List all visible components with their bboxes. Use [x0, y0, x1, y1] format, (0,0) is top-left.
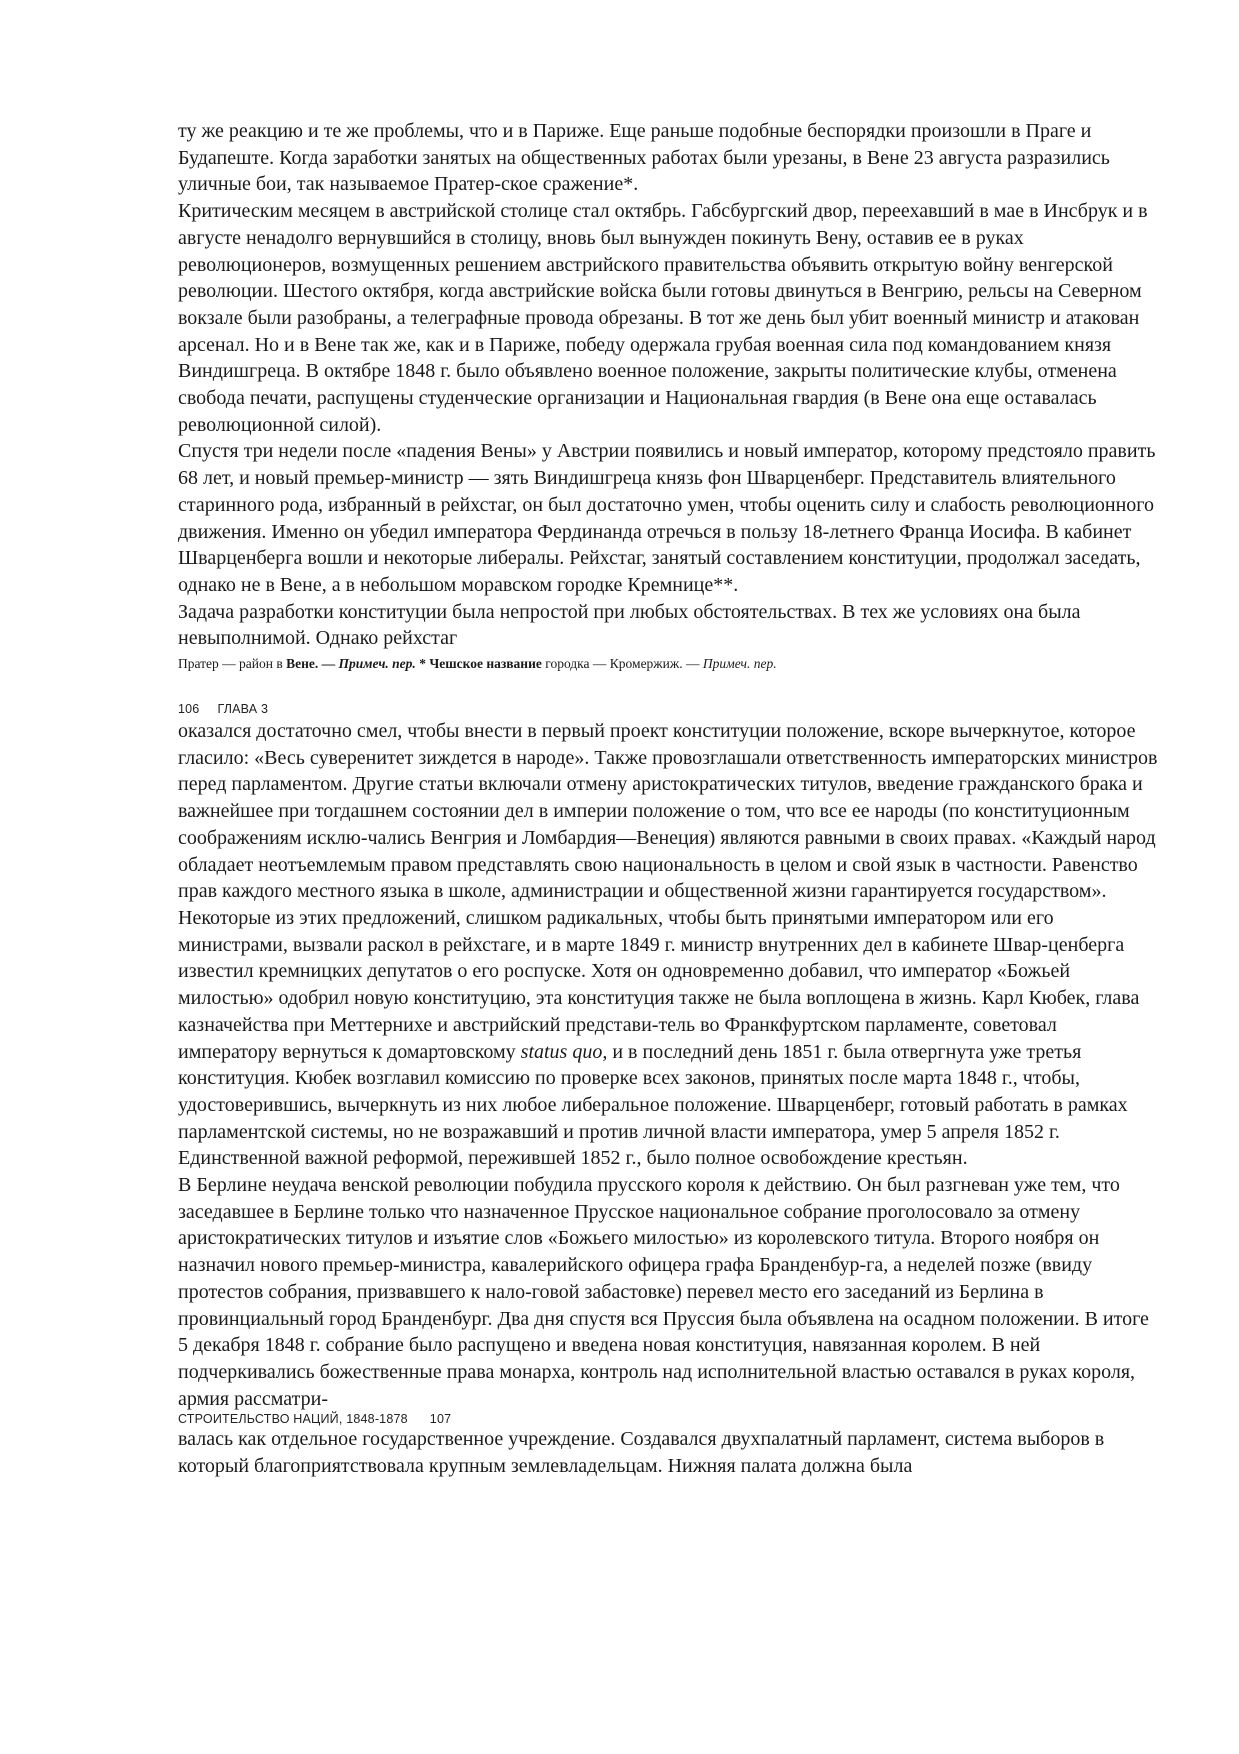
paragraph: ту же реакцию и те же проблемы, что и в Париже. Еще раньше подобные беспорядки произошли в Праге и Будапеште. Когда заработки занятых на общественных работах были урезаны, в Вене 23 августа разразились уличные бои, так называемое Пратер-ское сражение*. — [178, 120, 1110, 196]
paragraph: оказался достаточно смел, чтобы внести в первый проект конституции положение, вскоре вычеркнутое, которое гласило: «Весь суверенитет зиждется в народе». Также провозглашали ответственность императорских министров перед парламентом. Другие статьи включали отмену аристократических титулов, введение гражданского брака и важнейшее при тогдашнем состоянии дел в империи положение о том, что все ее народы (по конституционным соображениям исклю-чались Венгрия и Ломбардия—Венеция) являются равными в своих правах. «Каждый народ обладает неотъемлемым правом представлять свою национальность в целом и свой язык в частности. Равенство прав каждого местного языка в школе, администрации и общественной жизни гарантируется государством». — [178, 720, 1158, 903]
paragraph: В Берлине неудача венской революции побудила прусского короля к действию. Он был разгневан уже тем, что заседавшее в Берлине только что назначенное Прусское национальное собрание проголосовало за отмену аристократических титулов и изъятие слов «Божьего милостью» из королевского титула. Второго ноября он назначил нового премьер-министра, кавалерийского офицера графа Бранденбур-га, а неделей позже (ввиду протестов собрания, призвавшего к нало-говой забастовке) перевел место его заседаний из Берлина в провинциальный город Бранденбург. Два дня спустя вся Пруссия была объявлена на осадном положении. В итоге 5 декабря 1848 г. собрание было распущено и введена новая конституция, навязанная королем. В ней подчеркивались божественные права монарха, контроль над исполнительной властью оставался в руках короля, армия рассматри- — [178, 1174, 1149, 1410]
paragraph: Спустя три недели после «падения Вены» у Австрии появились и новый император, которому предстояло править 68 лет, и новый премьер-министр — зять Виндишгреца князь фон Шварценберг. Представитель влиятельного старинного рода, избранный в рейхстаг, он был достаточно умен, чтобы оценить силу и слабость революционного движения. Именно он убедил императора Фердинанда отречься в пользу 18-летнего Франца Иосифа. В кабинет Шварценберга вошли и некоторые либералы. Рейхстаг, занятый составлением конституции, продолжал заседать, однако не в Вене, а в небольшом моравском городке Кремнице**. — [178, 440, 1156, 596]
running-header — [178, 702, 1158, 716]
paragraph: валась как отдельное государственное учреждение. Создавался двухпалатный парламент, система выборов в который благоприятствовала крупным землевладельцам. Нижняя палата должна была — [178, 1428, 1105, 1478]
footnote-bold: Вене. — — [286, 656, 339, 672]
book-page — [178, 118, 1158, 1480]
paragraph — [178, 905, 1158, 1172]
paragraph: Задача разработки конституции была непростой при любых обстоятельствах. В тех же условиях она была невыполнимой. Однако рейхстаг — [178, 600, 1081, 650]
footnote-italic: Примеч. пер. — [702, 656, 777, 672]
footnote-text: Пратер — район в — [178, 656, 287, 672]
footnote-text: городка — Кромержиж. — — [541, 656, 703, 672]
chapter-title: ГЛАВА 3 — [217, 702, 269, 717]
paragraph-text: Некоторые из этих предложений, слишком радикальных, чтобы быть принятыми императором или его министрами, вызвали раскол в рейхстаге, и в марте 1849 г. министр внутренних дел в кабинете Швар-ценберга известил кремницких депутатов о его роспуске. Хотя он одновременно добавил, что император «Божьей милостью» одобрил новую конституцию, эта конституция также не была воплощена в жизнь. Карл Кюбек, глава казначейства при Меттернихе и австрийский представи-тель во Франкфуртском парламенте, советовал императору вернуться к домартовскому — [178, 906, 1140, 1063]
chapter-title: СТРОИТЕЛЬСТВО НАЦИЙ, 1848-1878 — [178, 1412, 408, 1427]
italic-phrase: status quo, — [520, 1040, 608, 1063]
page-number: 106 — [178, 702, 200, 717]
footnote-italic: Примеч. пер. — [338, 656, 416, 672]
footnote-bold: * Чешское название — [415, 656, 542, 672]
page-number: 107 — [429, 1412, 452, 1427]
running-header — [178, 1412, 1158, 1426]
footnote — [178, 654, 1158, 674]
paragraph-text: и в последний день 1851 г. была отвергнута уже третья конституция. Кюбек возглавил комиссию по проверке всех законов, принятых после марта 1848 г., чтобы, удостоверившись, вычеркнуть из них любое либеральное положение. Шварценберг, готовый работать в рамках парламентской системы, но не возражавший и против личной власти императора, умер 5 апреля 1852 г. Единственной важной реформой, пережившей 1852 г., было полное освобождение крестьян. — [178, 1040, 1128, 1170]
paragraph: Критическим месяцем в австрийской столице стал октябрь. Габсбургский двор, переехавший в мае в Инсбрук и в августе ненадолго вернувшийся в столицу, вновь был вынужден покинуть Вену, оставив ее в руках революционеров, возмущенных решением австрийского правительства объявить открытую войну венгерской революции. Шестого октября, когда австрийские войска были готовы двинуться в Венгрию, рельсы на Северном вокзале были разобраны, а телеграфные провода обрезаны. В тот же день был убит военный министр и атакован арсенал. Но и в Вене так же, как и в Париже, победу одержала грубая военная сила под командованием князя Виндишгреца. В октябре 1848 г. было объявлено военное положение, закрыты политические клубы, отменена свобода печати, распущены студенческие организации и Национальная гвардия (в Вене она еще оставалась революционной силой). — [178, 200, 1148, 436]
